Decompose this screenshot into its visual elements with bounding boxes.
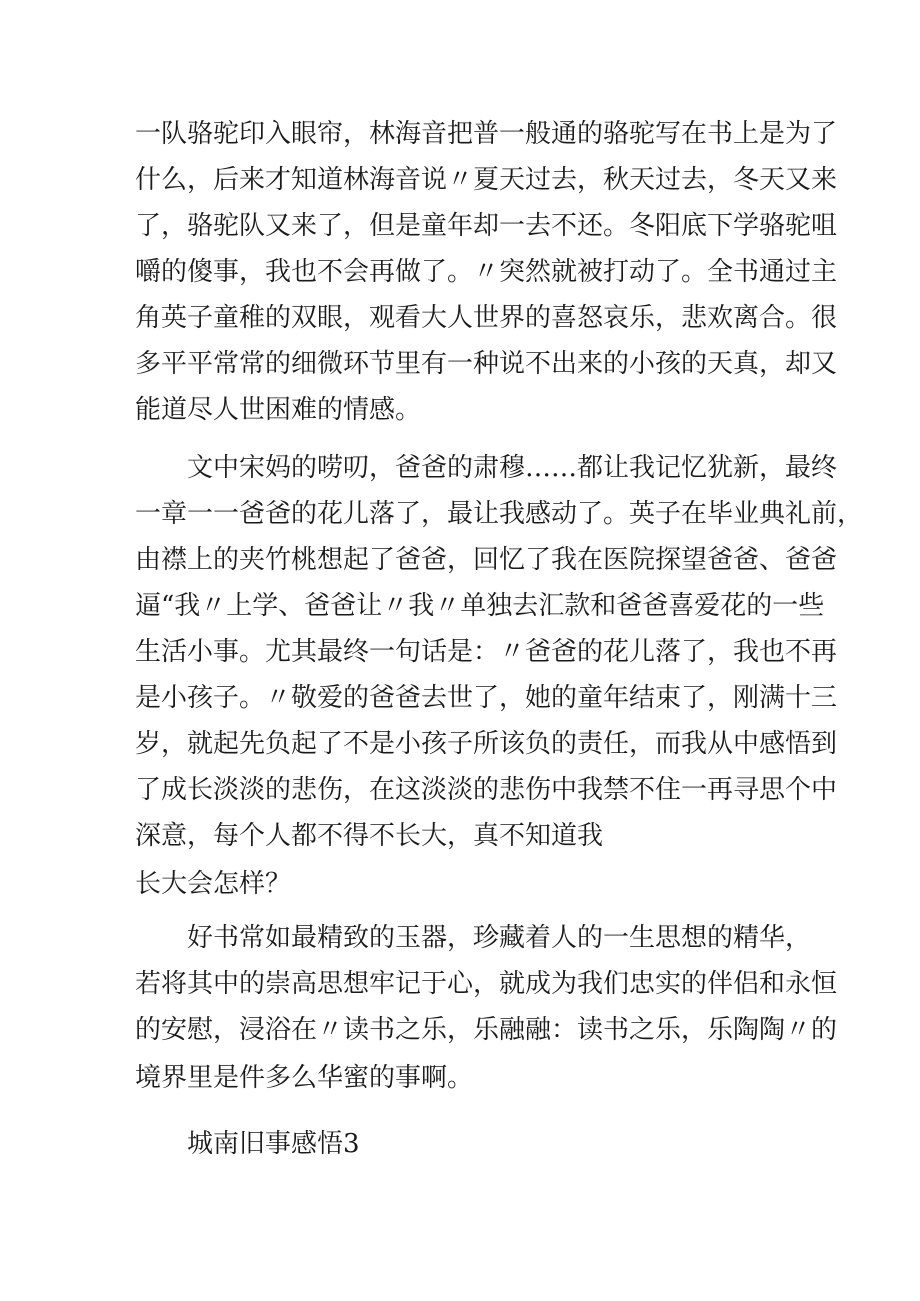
paragraph-1-line-4: 嚼的傻事，我也不会再做了。〃突然就被打动了。全书通过主 — [135, 257, 838, 287]
paragraph-2-line-3: 由襟上的夹竹桃想起了爸爸，回忆了我在医院探望爸爸、爸爸 — [135, 545, 838, 575]
paragraph-1-line-3: 了，骆驼队又来了，但是童年却一去不还。冬阳底下学骆驼咀 — [135, 211, 838, 241]
paragraph-2-line-1: 文中宋妈的唠叨，爸爸的肃穆……都让我记忆犹新，最终 — [187, 453, 838, 483]
paragraph-2-line-2: 一章一一爸爸的花儿落了，最让我感动了。英子在毕业典礼前， — [135, 499, 864, 529]
paragraph-2-line-9: 深意，每个人都不得不长大，真不知道我 — [135, 821, 604, 851]
paragraph-3-line-3: 的安慰，浸浴在〃读书之乐，乐融融：读书之乐，乐陶陶〃的 — [135, 1015, 838, 1045]
paragraph-2-line-6: 是小孩子。〃敬爱的爸爸去世了，她的童年结束了，刚满十三 — [135, 683, 838, 713]
paragraph-1-line-6: 多平平常常的细微环节里有一种说不出来的小孩的天真，却又 — [135, 349, 838, 379]
paragraph-2-line-5: 生活小事。尤其最终一句话是：〃爸爸的花儿落了，我也不再 — [135, 637, 838, 667]
paragraph-3-line-1: 好书常如最精致的玉器，珍藏着人的一生思想的精华， — [187, 923, 812, 953]
paragraph-2-line-4: 逼“我〃上学、爸爸让〃我〃单独去汇款和爸爸喜爱花的一些 — [135, 591, 825, 621]
section-heading: 城南旧事感悟3 — [187, 1129, 360, 1159]
paragraph-1-line-1: 一队骆驼印入眼帘，林海音把普一般通的骆驼写在书上是为了 — [135, 119, 838, 149]
paragraph-2-line-7: 岁，就起先负起了不是小孩子所该负的责任，而我从中感悟到 — [135, 729, 838, 759]
paragraph-1-line-2: 什么，后来才知道林海音说〃夏天过去，秋天过去，冬天又来 — [135, 165, 838, 195]
paragraph-3-line-2: 若将其中的崇高思想牢记于心，就成为我们忠实的伴侣和永恒 — [135, 969, 838, 999]
paragraph-2-line-10: 长大会怎样？ — [135, 869, 292, 899]
paragraph-1-line-5: 角英子童稚的双眼，观看大人世界的喜怒哀乐，悲欢离合。很 — [135, 303, 838, 333]
paragraph-2-line-8: 了成长淡淡的悲伤，在这淡淡的悲伤中我禁不住一再寻思个中 — [135, 775, 838, 805]
paragraph-3-line-4: 境界里是件多么华蜜的事啊。 — [135, 1063, 474, 1093]
paragraph-1-line-7: 能道尽人世困难的情感。 — [135, 395, 422, 425]
